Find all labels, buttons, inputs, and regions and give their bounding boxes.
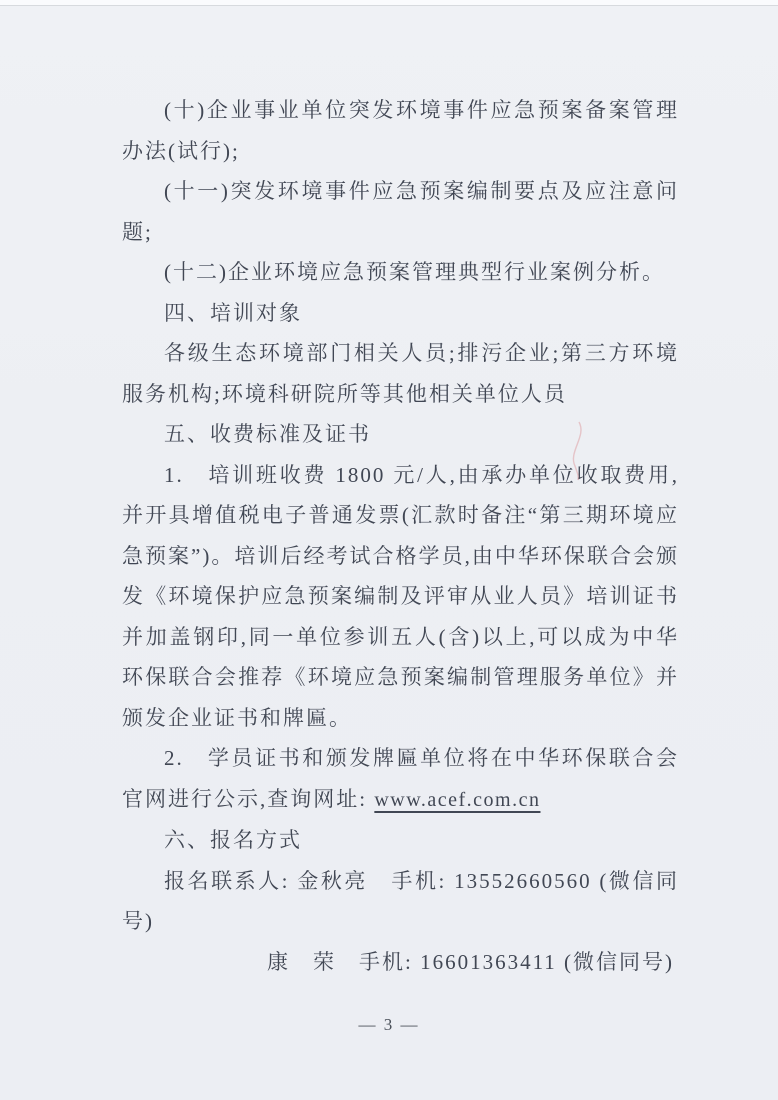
section-heading-registration: 六、报名方式 [164, 828, 302, 852]
document-body [122, 90, 679, 982]
list-item-11: (十一)突发环境事件应急预案编制要点及应注意问题; [122, 179, 679, 244]
website-url: www.acef.com.cn [374, 788, 541, 811]
list-item-10: (十)企业事业单位突发环境事件应急预案备案管理办法(试行); [122, 98, 679, 163]
training-targets-text: 各级生态环境部门相关人员;排污企业;第三方环境服务机构;环境科研院所等其他相关单位人员 [122, 341, 679, 406]
contact-line-1: 报名联系人: 金秋亮 手机: 13552660560 (微信同号) [122, 868, 679, 933]
section-heading-fees: 五、收费标准及证书 [164, 422, 371, 446]
fees-item-1: 1. 培训班收费 1800 元/人,由承办单位收取费用,并开具增值税电子普通发票(汇款时备注“第三期环境应急预案”)。培训后经考试合格学员,由中华环保联合会颁发《环境保护应急预案编制及评审从业人员》培训证书并加盖钢印,同一单位参训五人(含)以上,可以成为中华环保联合会推荐《环境应急预案编制管理服务单位》并颁发企业证书和牌匾。 [122, 462, 679, 730]
scan-top-edge [0, 0, 778, 6]
page-number: — 3 — [358, 1015, 420, 1034]
contact-line-2: 康 荣 手机: 16601363411 (微信同号) [267, 949, 675, 974]
fees-item-2-text: 2. 学员证书和颁发牌匾单位将在中华环保联合会官网进行公示,查询网址: [122, 746, 679, 811]
list-item-12: (十二)企业环境应急预案管理典型行业案例分析。 [164, 260, 665, 284]
section-heading-training-targets: 四、培训对象 [164, 300, 302, 325]
fees-item-2 [122, 738, 679, 820]
